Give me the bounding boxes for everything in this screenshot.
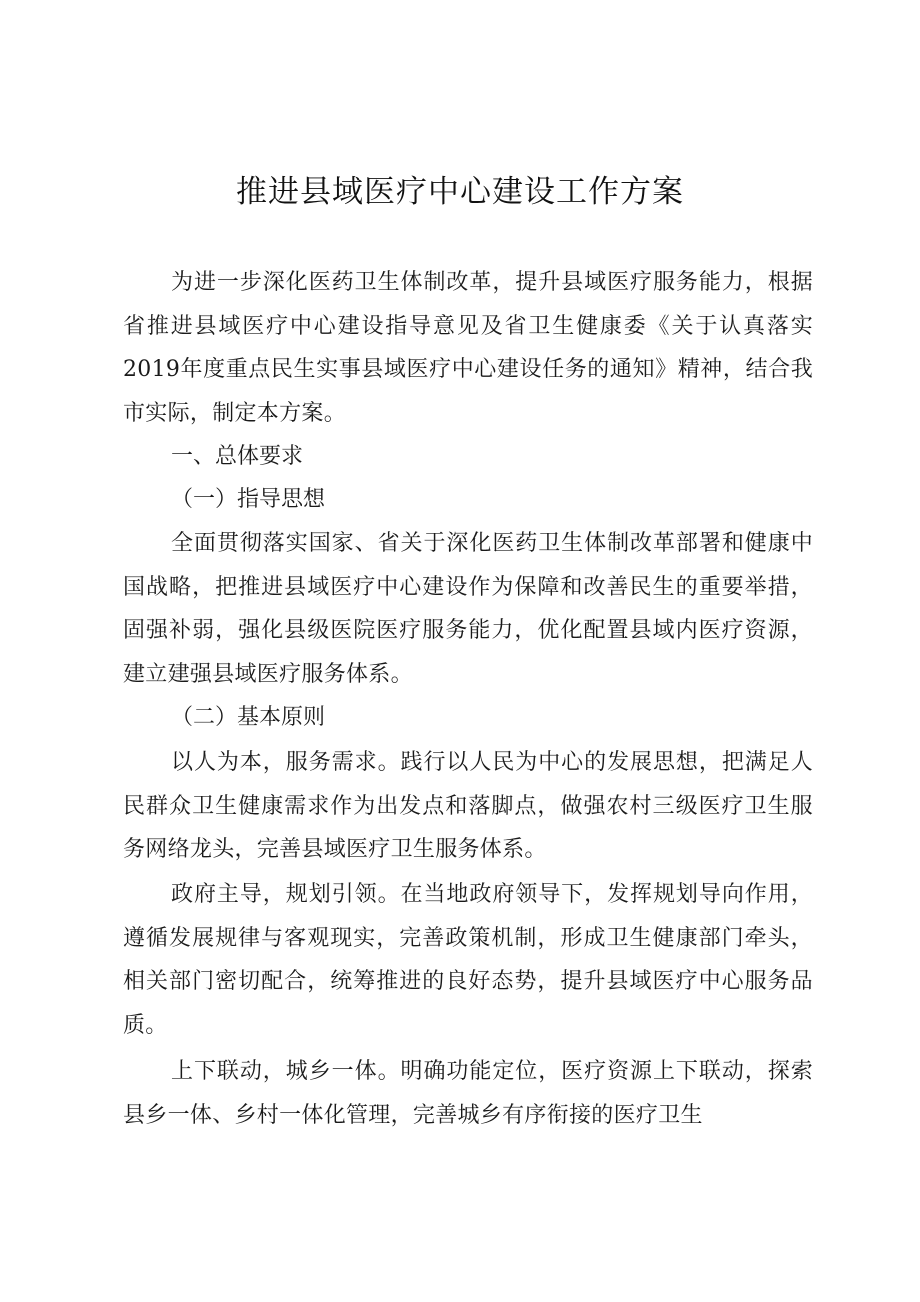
principle-paragraph-people-oriented: 以人为本，服务需求。践行以人民为中心的发展思想，把满足人民群众卫生健康需求作为出发点和落脚点，做强农村三级医疗卫生服务网络龙头，完善县域医疗卫生服务体系。	[123, 750, 813, 862]
subsection-heading-guiding-ideology: （一）指导思想	[171, 487, 326, 512]
subsection-heading-basic-principles: （二）基本原则	[171, 705, 326, 730]
intro-paragraph: 为进一步深化医药卫生体制改革，提升县域医疗服务能力，根据省推进县域医疗中心建设指导意见及省卫生健康委《关于认真落实2019年度重点民生实事县域医疗中心建设任务的通知》精神，结合我市实际，制定本方案。	[123, 270, 813, 426]
section-heading-general-requirements: 一、总体要求	[171, 444, 304, 469]
document-title: 推进县域医疗中心建设工作方案	[236, 174, 684, 210]
guiding-ideology-paragraph: 全面贯彻落实国家、省关于深化医药卫生体制改革部署和健康中国战略，把推进县域医疗中心建设作为保障和改善民生的重要举措，固强补弱，强化县级医院医疗服务能力，优化配置县域内医疗资源，建立建强县域医疗服务体系。	[123, 531, 813, 687]
principle-paragraph-government-led: 政府主导，规划引领。在当地政府领导下，发挥规划导向作用，遵循发展规律与客观现实，完善政策机制，形成卫生健康部门牵头，相关部门密切配合，统筹推进的良好态势，提升县域医疗中心服务品质。	[123, 882, 813, 1038]
principle-paragraph-urban-rural: 上下联动，城乡一体。明确功能定位，医疗资源上下联动，探索县乡一体、乡村一体化管理，完善城乡有序衔接的医疗卫生	[123, 1059, 813, 1128]
